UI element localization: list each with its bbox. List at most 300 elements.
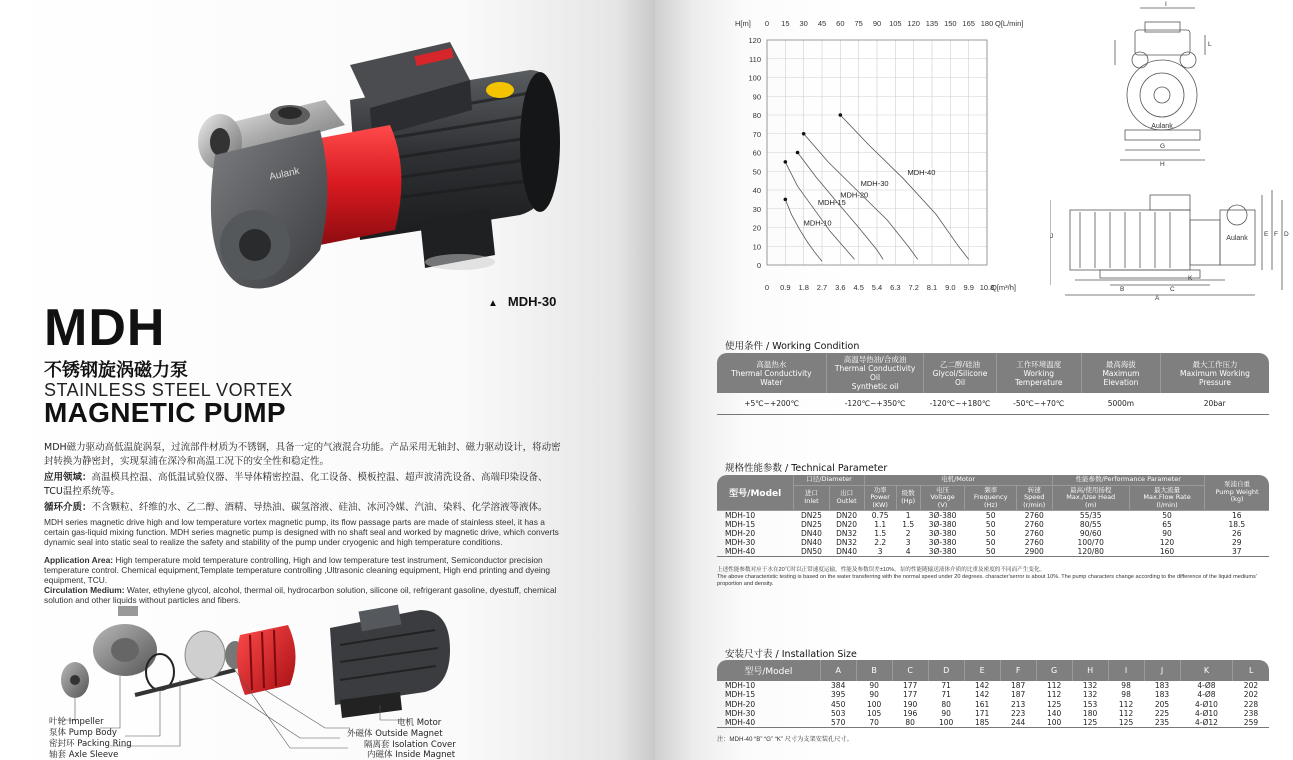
table-cell: 50: [985, 538, 996, 547]
table-cell: 80/55: [1079, 520, 1102, 529]
table-cell: MDH-40: [717, 718, 820, 728]
table-row: [717, 718, 1269, 728]
x-bottom-tick-label: 4.5: [853, 283, 864, 292]
wc-value: -50℃~+70℃: [996, 393, 1081, 415]
table-row: [717, 709, 1269, 718]
table-cell: 2760: [1024, 511, 1044, 520]
x-top-tick-label: 60: [836, 19, 845, 28]
dim-letter-j: J: [1050, 233, 1054, 240]
table-row: [717, 520, 1269, 529]
table-cell: MDH-20: [725, 699, 756, 709]
table-cell: 29: [1232, 538, 1242, 547]
x-bottom-tick-label: 8.1: [926, 283, 938, 292]
table-header-cell: C: [892, 660, 928, 681]
wc-header-5: [1081, 353, 1160, 393]
y-tick-label: 0: [756, 261, 761, 270]
wc-header-en: Maximum Elevation: [1102, 368, 1140, 387]
table-cell: 112: [1118, 699, 1134, 709]
table-cell: 3Ø-380: [928, 520, 957, 529]
x-bottom-tick-label: 1.8: [798, 283, 809, 292]
table-cell: 98: [1121, 681, 1131, 690]
intro-en: [44, 517, 564, 605]
table-cell: DN20: [836, 520, 858, 529]
wc-header-cn: 乙二醇/硅油: [939, 359, 981, 369]
table-cell: 112: [1046, 681, 1062, 690]
dim-letter-d: D: [1284, 231, 1289, 238]
tp-sub-unit: (l/min): [1156, 500, 1178, 509]
table-cell: 2760: [1024, 529, 1044, 538]
title-en-line2: MAGNETIC PUMP: [44, 397, 286, 428]
tp-body: [717, 511, 1269, 557]
tp-sub-unit: (m): [1085, 500, 1097, 509]
table-cell: 90: [869, 681, 879, 690]
x-top-tick-label: 135: [925, 19, 939, 28]
wc-header-cn: 高温热水: [756, 359, 787, 369]
is-body: [717, 681, 1269, 728]
table-cell: 125: [1108, 718, 1144, 728]
x-top-axis-label: Q[L/min]: [995, 19, 1024, 28]
table-cell: DN40: [801, 529, 822, 538]
table-cell: 4-Ø10: [1195, 708, 1218, 718]
part-impeller: 叶轮 Impeller: [49, 717, 104, 727]
drawing-brand-front: Aulank: [1151, 123, 1173, 130]
y-tick-label: 40: [752, 186, 761, 195]
table-cell: 185: [964, 718, 1000, 728]
triangle-icon: ▲: [488, 298, 498, 309]
table-header-cell: F: [1000, 660, 1036, 681]
application-en-label: Application Area:: [44, 555, 114, 565]
x-top-tick-label: 15: [781, 19, 790, 28]
intro-en-text: MDH series magnetic drive high and low temperature vortex magnetic pump, its flow passage parts are made of stainless steel, it has a certain gas-liquid mixing function. MDH series magnetic pump is designed with no shaft seal and worked by magnetic drive, which converts dynamic seal into static seal to realize the safety and stability of the pump under cryogenic and high temperature conditions.: [44, 517, 559, 547]
table-header-cell: H: [1072, 660, 1108, 681]
table-cell: 4: [896, 547, 920, 557]
working-condition-table: [717, 353, 1269, 415]
table-cell: 98: [1121, 690, 1131, 700]
table-cell: 570: [820, 718, 856, 728]
wc-header-en: Thermal Conductivity Oil: [834, 364, 916, 382]
technical-parameter-table: [717, 475, 1269, 557]
technical-note-en: The above characteristic testing is based on the water transferring with the normal speed under 20 degrees. character'serror is about 10%. The pump characters change according to the difference of the liquid mediums' proportion and density.: [717, 574, 1257, 587]
part-motor: 电机 Motor: [397, 718, 442, 728]
dim-letter-g: G: [1160, 143, 1166, 150]
x-bottom-tick-label: 9.0: [945, 283, 956, 292]
table-cell: 4-Ø8: [1197, 690, 1216, 700]
part-inside-magnet: 内磁体 Inside Magnet: [367, 750, 456, 760]
tp-sub-cn: 最高/使用扬程: [1070, 485, 1112, 494]
dim-letter-k: K: [1188, 275, 1193, 282]
table-cell: 3: [864, 547, 896, 557]
y-tick-label: 20: [752, 223, 761, 233]
table-row: [717, 681, 1269, 690]
wc-header-en2: Synthetic oil: [851, 382, 899, 391]
table-cell: 50: [985, 529, 996, 538]
table-cell: 65: [1162, 520, 1172, 529]
table-header-cell: B: [856, 660, 892, 681]
working-condition-title: 使用条件 / Working Condition: [725, 341, 860, 352]
table-cell: 202: [1243, 690, 1259, 700]
wc-header-en: Working Temperature: [1015, 368, 1063, 387]
part-packing-ring: 密封环 Packing Ring: [49, 739, 132, 749]
table-header-cell: E: [964, 660, 1000, 681]
x-bottom-tick-label: 7.2: [908, 283, 919, 292]
tp-sub-frequency: [965, 485, 1017, 511]
table-cell: 177: [903, 681, 918, 690]
table-cell: 153: [1082, 699, 1098, 709]
table-cell: MDH-40: [717, 547, 794, 557]
table-cell: MDH-20: [725, 529, 756, 538]
wc-value: +5℃~+200℃: [717, 393, 826, 415]
table-cell: DN25: [801, 520, 822, 529]
table-cell: 259: [1233, 718, 1269, 728]
dim-letter-c: C: [1170, 286, 1175, 293]
tp-sub-hp: [896, 485, 920, 511]
tp-header-weight: [1205, 475, 1269, 511]
table-cell: 225: [1154, 708, 1170, 718]
x-bottom-tick-label: 0: [764, 283, 770, 292]
tp-sub-en: Inlet: [804, 496, 819, 505]
series-label-mdh-10: MDH-10: [803, 218, 832, 228]
table-cell: 90: [941, 708, 951, 718]
dim-letter-i: I: [1165, 1, 1167, 8]
table-cell: 90: [1162, 529, 1172, 538]
table-cell: 187: [1010, 681, 1026, 690]
intro-cn-text: MDH磁力驱动高低温旋涡泵，过流部件材质为不锈钢，具备一定的气液混合功能。产品采用无轴封、磁力驱动设计，将动密封转换为静密封，实现泵浦在深冷和高温工况下的安全性和稳定性。: [44, 442, 561, 467]
table-cell: 244: [1000, 718, 1036, 728]
table-cell: 120: [1159, 538, 1175, 547]
table-cell: DN32: [836, 529, 858, 538]
table-cell: 80: [892, 718, 928, 728]
installation-size-table: [717, 660, 1269, 728]
table-header-cell: 型号/Model: [717, 660, 820, 681]
table-cell: 2760: [1024, 538, 1044, 547]
tp-weight-en: Pump Weight: [1215, 487, 1259, 496]
table-cell: 190: [903, 699, 918, 709]
tp-sub-en: Voltage: [930, 493, 955, 501]
x-bottom-tick-label: 2.7: [816, 283, 828, 292]
x-bottom-tick-label: 3.6: [835, 283, 846, 292]
medium-cn: [44, 501, 564, 515]
dim-letter-a: A: [1155, 295, 1160, 300]
medium-en-text: Water, ethylene glycol, alcohol, thermal oil, hydrocarbon solution, silicone oil, refrigerant gasoline, dyestuff, chemical solution and other liquids without particles and fibers.: [44, 585, 557, 605]
tp-header-diameter: 口径/Diameter: [794, 475, 864, 485]
table-cell: MDH-15: [725, 520, 756, 529]
table-row: [717, 529, 1269, 538]
application-cn-label: 应用领域：: [44, 472, 92, 483]
table-header-cell: K: [1180, 660, 1233, 681]
series-label-mdh-15: MDH-15: [817, 197, 846, 207]
table-row: [717, 538, 1269, 547]
part-isolation-cover: 隔离套 Isolation Cover: [364, 740, 456, 750]
table-cell: 100: [928, 718, 964, 728]
tp-sub-speed: [1016, 485, 1052, 511]
table-cell: 50: [1162, 511, 1172, 520]
y-tick-label: 60: [752, 148, 761, 158]
medium-cn-label: 循环介质：: [44, 502, 92, 513]
table-cell: 223: [1010, 708, 1026, 718]
table-cell: 183: [1154, 690, 1170, 700]
pump-photo: [160, 30, 570, 305]
x-top-tick-label: 105: [889, 19, 902, 28]
part-outside-magnet: 外磁体 Outside Magnet: [347, 729, 443, 739]
table-header-cell: D: [928, 660, 964, 681]
tp-sub-cn: 转速: [1027, 485, 1041, 494]
y-axis-label: H[m]: [735, 19, 751, 28]
y-tick-label: 80: [752, 111, 761, 120]
application-cn: [44, 471, 564, 499]
table-header-cell: I: [1108, 660, 1144, 681]
table-cell: 90: [869, 690, 879, 700]
y-tick-label: 120: [748, 36, 761, 45]
x-bottom-tick-label: 10.8: [979, 283, 995, 292]
x-bottom-tick-label: 5.4: [871, 283, 883, 292]
wc-value: 20bar: [1160, 393, 1269, 415]
working-condition-values-row: [717, 393, 1269, 415]
table-cell: 1.1: [874, 520, 887, 529]
tp-sub-en: Frequency: [973, 493, 1008, 501]
table-cell: 3Ø-380: [928, 538, 957, 547]
working-condition-header-row: [717, 353, 1269, 393]
table-cell: 1: [905, 511, 911, 520]
x-bottom-tick-label: 9.9: [963, 283, 974, 292]
dim-letter-h: H: [1160, 161, 1165, 168]
x-top-tick-label: 75: [854, 19, 863, 28]
wc-header-4: [996, 353, 1081, 393]
table-cell: 140: [1046, 708, 1062, 718]
table-cell: 228: [1243, 699, 1259, 709]
table-cell: 2: [905, 529, 911, 538]
series-label-mdh-20: MDH-20: [840, 190, 869, 200]
table-cell: 18.5: [1228, 520, 1246, 529]
table-cell: 142: [974, 681, 990, 690]
technical-parameter-title: 规格性能参数 / Technical Parameter: [725, 463, 888, 474]
table-cell: MDH-10: [725, 681, 756, 690]
table-cell: 50: [965, 547, 1017, 557]
tp-sub-cn: 最大流量: [1154, 485, 1181, 494]
wc-header-cn: 高温导热油/合成油: [843, 355, 907, 364]
table-cell: 171: [974, 708, 990, 718]
table-cell: 80: [941, 699, 951, 709]
table-cell: 205: [1154, 699, 1170, 709]
x-top-tick-label: 180: [980, 19, 994, 28]
series-label-mdh-30: MDH-30: [860, 179, 889, 188]
tp-sub-cn: 进口: [804, 489, 818, 498]
table-cell: DN20: [836, 511, 858, 520]
wc-header-en: Maximum Working Pressure: [1179, 368, 1250, 387]
dimension-letters: [1050, 1, 1289, 300]
tp-sub-unit: (V): [937, 500, 948, 509]
table-cell: 180: [1082, 708, 1098, 718]
y-tick-label: 100: [748, 73, 761, 83]
tp-sub-cn: 电压: [936, 485, 950, 494]
table-cell: DN32: [836, 538, 858, 547]
table-cell: 50: [985, 511, 996, 520]
x-top-tick-label: 30: [799, 19, 808, 28]
installation-size-title: 安装尺寸表 / Installation Size: [725, 649, 857, 660]
table-cell: 37: [1205, 547, 1269, 557]
table-cell: 177: [903, 690, 918, 700]
y-tick-label: 70: [752, 129, 761, 139]
tp-sub-flow: [1129, 485, 1204, 511]
pump-photo-caption: [488, 294, 556, 309]
table-cell: 3Ø-380: [928, 511, 957, 520]
tp-sub-en: (Hp): [901, 496, 916, 505]
table-row: [717, 690, 1269, 699]
tp-sub-en: Max.Flow Rate: [1143, 493, 1191, 501]
table-cell: 50: [985, 520, 996, 529]
technical-note-cn: 上述性能参数对应于水在20℃时以正常速度运输，性能及参数误差±10%，泵的性能随输送液体介质的比重及密度的不同而产生变化。: [717, 567, 1046, 573]
wc-header-en: Glycol/Silicone Oil: [932, 368, 988, 387]
tp-sub-cn: 出口: [840, 489, 854, 498]
series-start-point-mdh-15: [784, 160, 788, 164]
table-header-cell: J: [1144, 660, 1180, 681]
part-pump-body: 泵体 Pump Body: [49, 728, 117, 738]
tp-sub-en: Speed: [1024, 493, 1045, 501]
drawing-brand-side: Aulank: [1226, 235, 1248, 242]
table-cell: 238: [1243, 708, 1259, 718]
table-cell: 26: [1232, 529, 1242, 538]
x-bottom-axis-label: Q[m³/h]: [991, 283, 1017, 292]
table-cell: 90/60: [1079, 529, 1102, 538]
tp-weight-unit: (kg): [1230, 495, 1244, 504]
tp-header-performance: 性能参数/Performance Parameter: [1052, 475, 1205, 485]
wc-header-3: [924, 353, 996, 393]
dim-letter-e: E: [1264, 231, 1269, 238]
table-cell: 100: [867, 699, 882, 709]
table-cell: 55/35: [1079, 511, 1102, 520]
wc-header-cn: 工作环境温度: [1016, 359, 1062, 369]
table-cell: 3: [905, 538, 911, 547]
wc-header-6: [1160, 353, 1269, 393]
table-cell: 120/80: [1052, 547, 1129, 557]
medium-en-label: Circulation Medium:: [44, 585, 125, 595]
table-cell: 71: [941, 690, 951, 700]
table-header-cell: A: [820, 660, 856, 681]
table-cell: 16: [1232, 511, 1242, 520]
right-page: [655, 0, 1293, 760]
table-cell: MDH-15: [725, 690, 756, 700]
table-cell: 196: [903, 708, 918, 718]
table-cell: 132: [1082, 690, 1098, 700]
table-cell: 125: [1072, 718, 1108, 728]
title-cn: 不锈钢旋涡磁力泵: [44, 360, 188, 381]
dim-letter-b: B: [1120, 286, 1125, 293]
x-top-tick-label: 165: [962, 19, 975, 28]
tp-header-model: 型号/Model: [717, 475, 794, 511]
table-cell: 100/70: [1077, 538, 1104, 547]
tp-sub-head: [1052, 485, 1129, 511]
table-cell: 112: [1118, 708, 1134, 718]
table-row: [717, 547, 1269, 557]
table-cell: 384: [831, 681, 846, 690]
table-cell: 125: [1046, 699, 1062, 709]
series-start-point-mdh-10: [784, 198, 788, 202]
is-header-row: [717, 660, 1269, 681]
tp-sub-header-row: [717, 485, 1269, 511]
table-cell: 395: [831, 690, 846, 700]
table-cell: MDH-30: [725, 538, 756, 547]
table-cell: 105: [867, 708, 882, 718]
table-cell: 4-Ø12: [1180, 718, 1233, 728]
tp-sub-inlet: [794, 485, 829, 511]
x-top-tick-label: 0: [764, 19, 770, 28]
tp-sub-outlet: [829, 485, 864, 511]
tp-sub-en: Max./Use Head: [1066, 493, 1116, 501]
application-en-text: High temperature mold temperature controlling, High and low temperature test instrument, Semiconductor precision temperature control. Chemical equipment,Template temperature controlling ,Ultrasonic cleaning equipment, High end printing and dyeing equipment, TCU.: [44, 555, 551, 585]
y-tick-label: 30: [752, 204, 761, 214]
tp-sub-cn: 频率: [984, 485, 998, 494]
table-row: [717, 700, 1269, 709]
dim-letter-l: L: [1208, 41, 1212, 48]
table-cell: 3Ø-380: [920, 547, 965, 557]
title-en-line1: STAINLESS STEEL VORTEX: [44, 380, 293, 400]
wc-value: -120℃~+350℃: [826, 393, 924, 415]
table-cell: 4-Ø10: [1195, 699, 1218, 709]
wc-header-1: [717, 353, 826, 393]
table-cell: 202: [1243, 681, 1259, 690]
series-line-mdh-40: [840, 115, 968, 259]
pump-caption-text: MDH-30: [507, 294, 557, 309]
tp-header-motor: 电机/Motor: [864, 475, 1052, 485]
tp-sub-voltage: [920, 485, 965, 511]
series-start-point-mdh-30: [802, 132, 806, 136]
table-cell: 70: [856, 718, 892, 728]
performance-curve-chart: [735, 10, 1035, 300]
table-cell: 235: [1144, 718, 1180, 728]
y-tick-label: 50: [752, 167, 761, 177]
table-cell: 160: [1129, 547, 1204, 557]
tp-sub-cn: 级数: [901, 489, 915, 498]
table-cell: 450: [831, 699, 846, 709]
tp-sub-en: Power: [870, 493, 890, 501]
tp-sub-unit: (KW): [872, 500, 888, 509]
installation-note: 注：MDH-40 “B” “G” “K” 尺寸为支架安装孔尺寸。: [717, 736, 853, 743]
wc-value: 5000m: [1081, 393, 1160, 415]
table-header-cell: G: [1036, 660, 1072, 681]
table-cell: 2.2: [874, 538, 887, 547]
wc-header-en: Thermal Conductivity Water: [731, 368, 812, 387]
pump-brand-text: Aulank: [268, 165, 301, 183]
tp-sub-en: Outlet: [836, 496, 857, 505]
front-view-drawing: [1050, 8, 1282, 295]
table-cell: DN40: [801, 538, 822, 547]
tp-sub-unit: (r/min): [1023, 500, 1046, 509]
series-label-mdh-40: MDH-40: [907, 167, 936, 177]
table-cell: MDH-10: [725, 511, 756, 520]
intro-cn: [44, 441, 564, 517]
table-cell: 2900: [1016, 547, 1052, 557]
y-tick-label: 110: [749, 54, 761, 64]
y-tick-label: 90: [752, 92, 761, 102]
table-row: [717, 511, 1269, 521]
table-cell: 1.5: [874, 529, 887, 538]
table-cell: 161: [974, 699, 990, 709]
model-heading: MDH: [44, 299, 166, 357]
table-cell: DN25: [801, 511, 822, 520]
x-top-tick-label: 90: [872, 19, 882, 28]
x-bottom-tick-label: 6.3: [890, 283, 901, 292]
table-cell: 0.75: [871, 511, 889, 520]
table-cell: 100: [1036, 718, 1072, 728]
table-cell: 71: [941, 681, 951, 690]
x-top-tick-label: 150: [944, 19, 957, 28]
series-start-point-mdh-20: [796, 151, 800, 155]
table-cell: 112: [1046, 690, 1062, 700]
application-cn-text: 高温模具控温、高低温试验仪器、半导体精密控温、化工设备、模板控温、超声波清洗设备、高端印染设备、TCU温控系统等。: [44, 472, 548, 497]
tp-sub-power: [864, 485, 896, 511]
y-tick-label: 10: [752, 242, 761, 252]
table-cell: 3Ø-380: [928, 529, 957, 538]
wc-header-cn: 最高海拔: [1105, 359, 1136, 369]
